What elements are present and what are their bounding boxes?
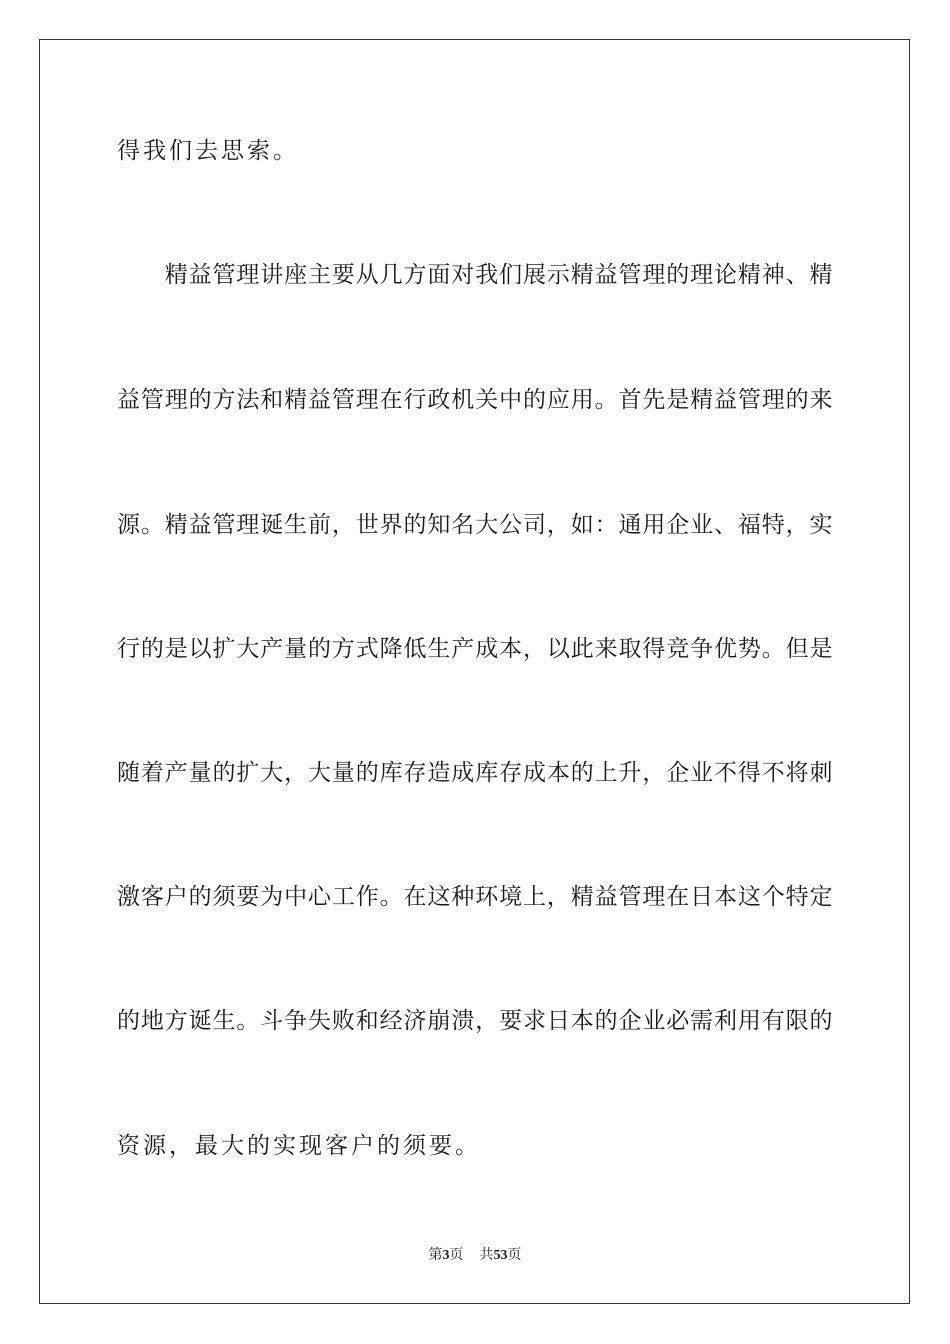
paragraph-line-2: 精益管理讲座主要从几方面对我们展示精益管理的理论精神、精 <box>117 262 833 288</box>
page-number: 3 <box>442 1248 450 1263</box>
paragraph-line-8: 的地方诞生。斗争失败和经济崩溃，要求日本的企业必需利用有限的 <box>117 1008 833 1034</box>
total-suffix: 页 <box>507 1247 522 1263</box>
paragraph-line-5: 行的是以扩大产量的方式降低生产成本，以此来取得竞争优势。但是 <box>117 636 833 662</box>
paragraph-line-6: 随着产量的扩大，大量的库存造成库存成本的上升，企业不得不将刺 <box>117 760 833 786</box>
page-prefix: 第 <box>428 1247 443 1263</box>
paragraph-line-7: 激客户的须要为中心工作。在这种环境上，精益管理在日本这个特定 <box>117 884 833 910</box>
page-suffix: 页 <box>449 1247 464 1263</box>
page-frame <box>39 39 910 1304</box>
page-footer <box>0 1246 950 1265</box>
paragraph-line-3: 益管理的方法和精益管理在行政机关中的应用。首先是精益管理的来 <box>117 387 833 413</box>
paragraph-line-1: 得我们去思索。 <box>117 138 299 164</box>
total-prefix: 共 <box>479 1247 494 1263</box>
paragraph-line-9: 资源，最大的实现客户的须要。 <box>117 1133 481 1159</box>
total-pages: 53 <box>493 1248 508 1263</box>
paragraph-line-4: 源。精益管理诞生前，世界的知名大公司，如：通用企业、福特，实 <box>117 512 833 538</box>
